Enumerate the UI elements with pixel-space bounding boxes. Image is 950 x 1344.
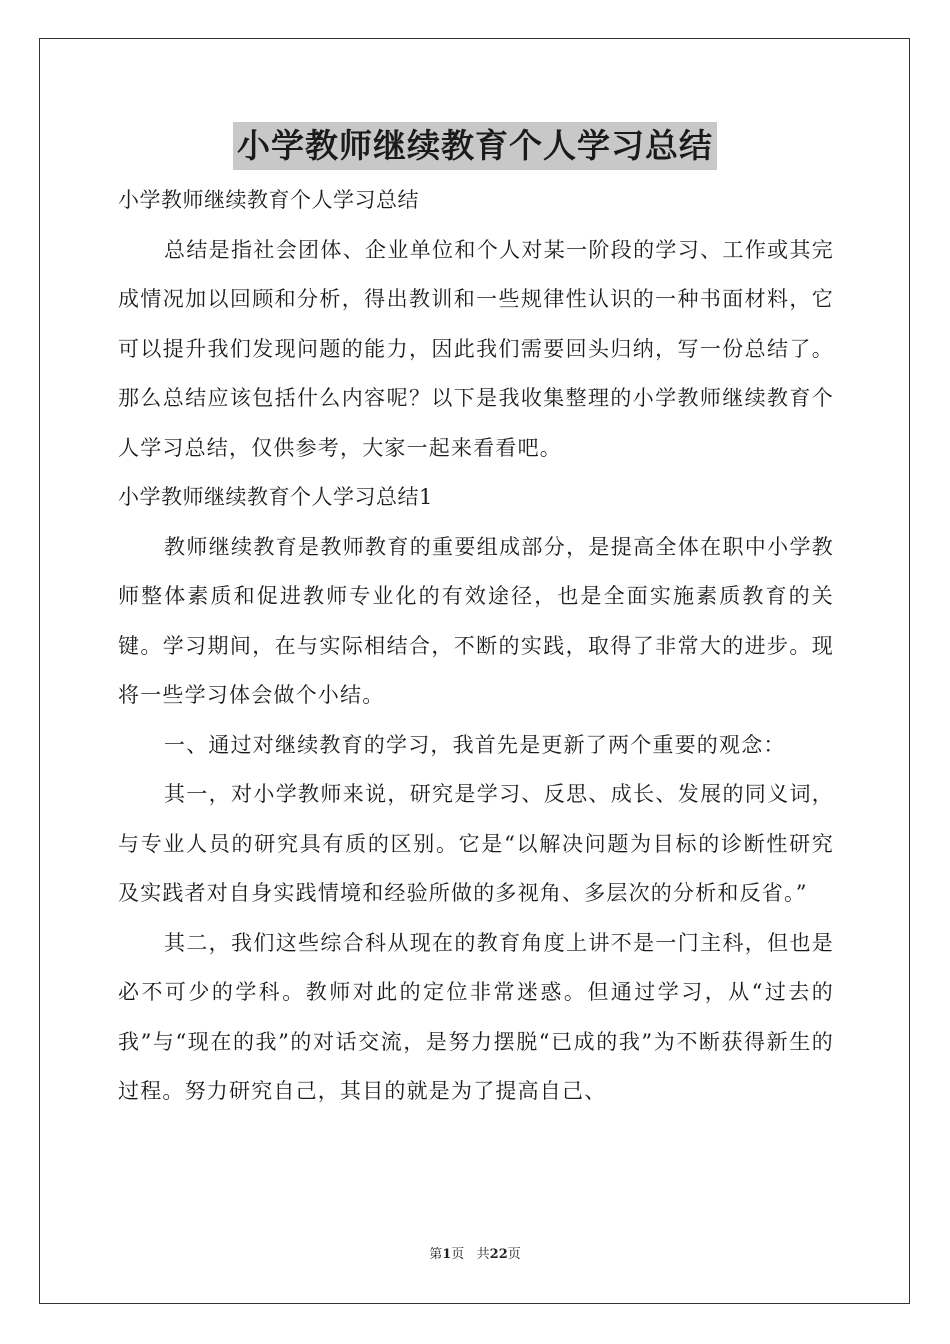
page-prefix: 第 [429,1247,443,1262]
page-number-footer [0,1246,950,1264]
document-title [0,122,950,172]
body-paragraph: 教师继续教育是教师教育的重要组成部分，是提高全体在职中小学教师整体素质和促进教师专业化的有效途径，也是全面实施素质教育的关键。学习期间，在与实际相结合，不断的实践，取得了非常大的进步。现将一些学习体会做个小结。 [118,534,834,707]
document-title-text: 小学教师继续教育个人学习总结 [233,122,717,170]
document-body [118,176,834,1117]
page-suffix: 页 [507,1247,521,1262]
current-page-number: 1 [442,1247,452,1262]
body-paragraph: 其一，对小学教师来说，研究是学习、反思、成长、发展的同义词，与专业人员的研究具有质的区别。它是“以解决问题为目标的诊断性研究及实践者对自身实践情境和经验所做的多视角、多层次的分析和反省。” [118,782,834,905]
page-mid: 页 共 [451,1247,490,1262]
intro-paragraph: 总结是指社会团体、企业单位和个人对某一阶段的学习、工作或其完成情况加以回顾和分析，得出教训和一些规律性认识的一种书面材料，它可以提升我们发现问题的能力，因此我们需要回头归纳，写一份总结了。那么总结应该包括什么内容呢？以下是我收集整理的小学教师继续教育个人学习总结，仅供参考，大家一起来看看吧。 [118,237,834,460]
section-heading: 小学教师继续教育个人学习总结1 [118,485,433,509]
body-paragraph: 一、通过对继续教育的学习，我首先是更新了两个重要的观念： [164,732,786,757]
document-subtitle: 小学教师继续教育个人学习总结 [118,188,419,212]
total-page-number: 22 [489,1247,508,1262]
body-paragraph: 其二，我们这些综合科从现在的教育角度上讲不是一门主科，但也是必不可少的学科。教师对此的定位非常迷惑。但通过学习，从“过去的我”与“现在的我”的对话交流，是努力摆脱“已成的我”为不断获得新生的过程。努力研究自己，其目的就是为了提高自己、 [118,930,834,1103]
